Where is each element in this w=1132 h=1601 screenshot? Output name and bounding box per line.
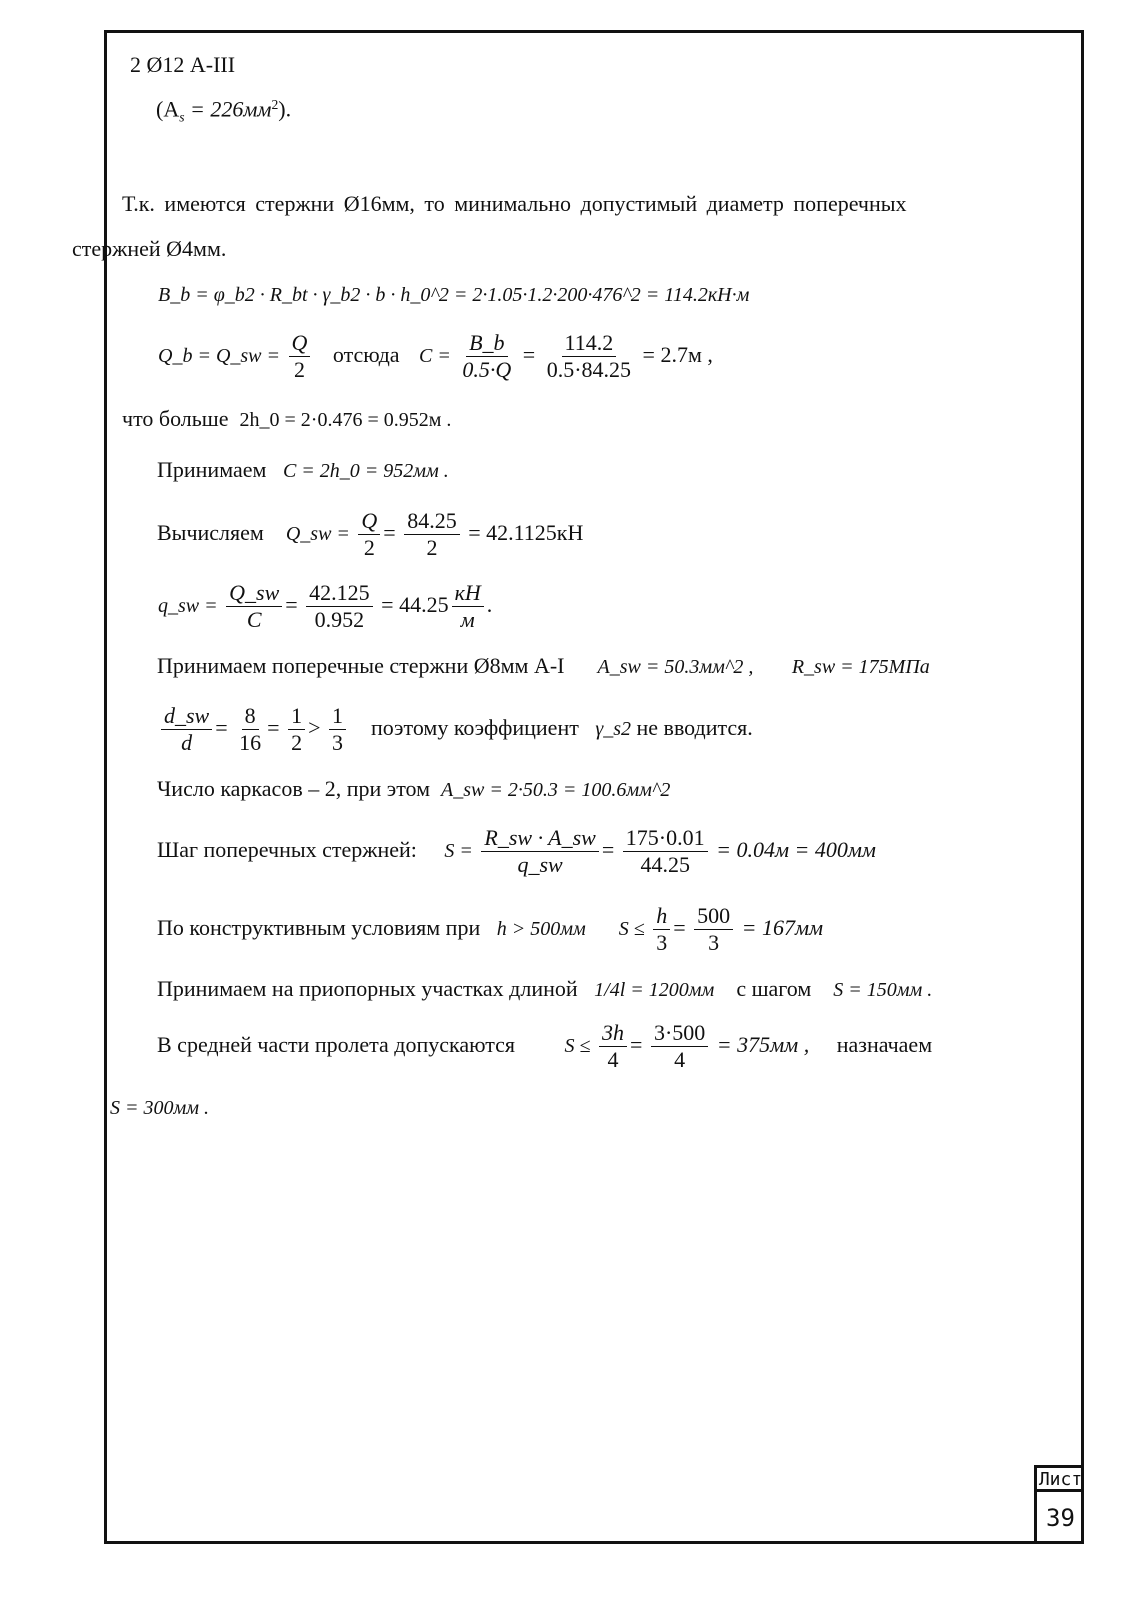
reinforcement-area: $(A_s = 226мм^2)$. <box>156 96 292 125</box>
line-final: S = 300мм . <box>110 1097 210 1119</box>
paragraph-line-2: стержней Ø4мм. <box>72 236 227 261</box>
sheet-label: Лист <box>1034 1465 1084 1492</box>
line-prioporn: Принимаем на приопорных участках длиной 1/4l = 1200мм с шагом S = 150мм . <box>157 976 933 1001</box>
formula-qsw: q_sw = $\frac{Q\_sw}{C}$ = $\frac{42.125}{0.952}$ = 44.25 кН м . <box>158 580 493 633</box>
line-prinim-c: Принимаем C = 2h_0 = 952мм . <box>157 457 449 482</box>
reinforcement-title: 2 Ø12 А-III <box>130 52 236 77</box>
line-poperechnye: Принимаем поперечные стержни Ø8мм А-I A_sw = 50.3мм^2 , R_sw = 175МПа <box>157 653 930 678</box>
formula-qb: Q_b = Q_sw = $\frac{Q}{2}$ отсюда C = $\frac{B\_b}{0.5\cdot Q}$ = $\frac{114.2}{0.5\cdot 84.25}$ = 2.7м , <box>158 330 713 383</box>
line-shag: Шаг поперечных стержней: S = $\frac{R\_sw \cdot A\_sw}{q\_sw}$ = $\frac{175\cdot 0.01}{44.25}$ = 0.04м = 400мм <box>157 825 876 878</box>
line-bolshe: что больше 2h_0 = 2·0.476 = 0.952м . <box>122 406 452 431</box>
line-karkasy: Число каркасов – 2, при этом A_sw = 2·50.3 = 100.6мм^2 <box>157 776 671 801</box>
sheet-number: 39 <box>1034 1489 1084 1544</box>
line-srednyaya: В средней части пролета допускаются S ≤ $\frac{3h}{4}$ = $\frac{3\cdot 500}{4}$ = 375мм , назначаем <box>157 1020 933 1073</box>
line-vychislyaem: Вычисляем Q_sw = $\frac{Q}{2}$ = $\frac{84.25}{2}$ = 42.1125кН <box>157 508 584 561</box>
line-konstruktivnye: По конструктивным условиям при h > 500мм S ≤ $\frac{h}{3}$ = $\frac{500}{3}$ = 167мм <box>157 903 824 956</box>
formula-bb: B_b = φ_b2 · R_bt · γ_b2 · b · h_0^2 = 2·1.05·1.2·200·476^2 = 114.2кН·м <box>158 284 750 306</box>
paragraph-line-1: Т.к. имеются стержни Ø16мм, то минимально допустимый диаметр поперечных <box>122 191 907 216</box>
formula-dsw: $\frac{d\_sw}{d}$ = $\frac{8}{16}$ = $\frac{1}{2}$ > $\frac{1}{3}$ поэтому коэффициент γ_s2 не вводится. <box>158 703 753 757</box>
